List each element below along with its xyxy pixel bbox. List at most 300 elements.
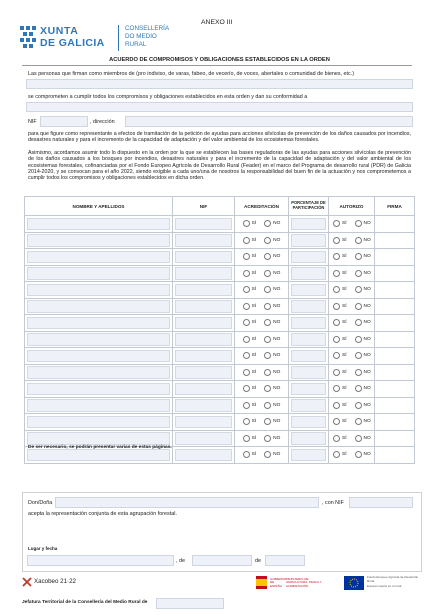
percentage-cell [289, 364, 329, 381]
radio-icon[interactable] [355, 369, 362, 376]
authorize-yes-option[interactable] [333, 288, 347, 293]
accreditation-no-option[interactable] [264, 354, 280, 359]
percentage-input[interactable] [291, 317, 326, 330]
percentage-cell [289, 232, 329, 249]
radio-icon[interactable] [333, 220, 340, 227]
spain-coat-of-arms-icon [256, 576, 267, 589]
name-cell [25, 298, 173, 315]
name-input[interactable] [27, 399, 170, 412]
accreditation-yes-option[interactable] [243, 321, 257, 326]
authorize-cell [329, 265, 375, 282]
percentage-cell [289, 447, 329, 464]
no-label: NO [273, 369, 281, 375]
radio-icon[interactable] [333, 352, 340, 359]
accreditation-no-option[interactable] [264, 453, 280, 458]
name-input[interactable] [27, 218, 170, 231]
accreditation-cell [235, 348, 289, 365]
logo-divider [118, 25, 119, 51]
accreditation-yes-option[interactable] [243, 288, 257, 293]
accreditation-yes-option[interactable] [243, 239, 257, 244]
signature-cell[interactable] [375, 430, 415, 447]
name-input[interactable] [27, 317, 170, 330]
radio-icon[interactable] [264, 418, 271, 425]
radio-icon[interactable] [264, 253, 271, 260]
name-cell [25, 265, 173, 282]
name-input[interactable] [27, 251, 170, 264]
accreditation-no-option[interactable] [264, 371, 280, 376]
percentage-input[interactable] [291, 416, 326, 429]
no-label: NO [273, 237, 281, 243]
no-label: NO [273, 270, 281, 276]
radio-icon[interactable] [264, 435, 271, 442]
radio-icon[interactable] [243, 220, 250, 227]
yes-label: SÍ [251, 402, 257, 408]
authorize-cell [329, 414, 375, 431]
nif-input[interactable] [175, 218, 232, 231]
accreditation-cell [235, 397, 289, 414]
percentage-input[interactable] [291, 399, 326, 412]
accreditation-yes-option[interactable] [243, 255, 257, 260]
radio-icon[interactable] [355, 220, 362, 227]
signature-cell[interactable] [375, 414, 415, 431]
yes-label: SÍ [251, 353, 257, 359]
percentage-input[interactable] [291, 333, 326, 346]
nif-label: NIF [28, 119, 37, 125]
radio-icon[interactable] [333, 303, 340, 310]
accreditation-yes-option[interactable] [243, 387, 257, 392]
radio-icon[interactable] [333, 270, 340, 277]
yes-label: SÍ [342, 320, 347, 326]
nif-input[interactable] [175, 251, 232, 264]
yes-label: SÍ [342, 369, 347, 375]
name-cell [25, 348, 173, 365]
yes-label: SÍ [342, 452, 347, 458]
percentage-input[interactable] [291, 251, 326, 264]
signature-cell[interactable] [375, 381, 415, 398]
yes-label: SÍ [342, 270, 347, 276]
authorize-cell [329, 430, 375, 447]
yes-label: SÍ [342, 287, 347, 293]
accreditation-no-option[interactable] [264, 272, 280, 277]
authorize-yes-option[interactable] [333, 321, 347, 326]
representative-name-field[interactable] [26, 102, 413, 112]
accreditation-yes-option[interactable] [243, 305, 257, 310]
members-table [24, 196, 415, 464]
signature-cell[interactable] [375, 447, 415, 464]
accreditation-no-option[interactable] [264, 321, 280, 326]
percentage-input[interactable] [291, 350, 326, 363]
radio-icon[interactable] [264, 336, 271, 343]
radio-icon[interactable] [264, 286, 271, 293]
radio-icon[interactable] [243, 418, 250, 425]
radio-icon[interactable] [243, 352, 250, 359]
nif-input[interactable] [175, 300, 232, 313]
radio-icon[interactable] [355, 319, 362, 326]
signature-cell[interactable] [375, 282, 415, 299]
authorize-no-option[interactable] [355, 387, 371, 392]
logo-line1: XUNTA [40, 25, 79, 37]
col-header-nif: NIF [173, 197, 235, 216]
no-label: NO [273, 254, 281, 260]
col-header-authorize: AUTORIZO [329, 197, 375, 216]
name-input[interactable] [27, 284, 170, 297]
radio-icon[interactable] [333, 336, 340, 343]
place-date-label: Lugar y fecha [28, 546, 58, 551]
nif-input[interactable] [175, 284, 232, 297]
signature-cell[interactable] [375, 249, 415, 266]
percentage-input[interactable] [291, 432, 326, 445]
radio-icon[interactable] [243, 270, 250, 277]
ministry-text: MINISTERIO DE AGRICULTURA, PESCA Y ALIMENTACIÓN [286, 577, 322, 588]
radio-icon[interactable] [243, 385, 250, 392]
annex-label: ANEXO III [201, 19, 233, 26]
name-input[interactable] [27, 432, 170, 445]
radio-icon[interactable] [333, 418, 340, 425]
nif-cell [173, 381, 235, 398]
no-label: NO [273, 221, 281, 227]
yes-label: SÍ [251, 419, 257, 425]
accreditation-no-option[interactable] [264, 239, 280, 244]
xacobeo-mark-icon [22, 577, 32, 587]
no-label: NO [273, 435, 281, 441]
name-cell [25, 315, 173, 332]
radio-icon[interactable] [355, 435, 362, 442]
accreditation-no-option[interactable] [264, 255, 280, 260]
name-cell [25, 232, 173, 249]
radio-icon[interactable] [355, 270, 362, 277]
percentage-input[interactable] [291, 366, 326, 379]
department-name [125, 25, 169, 48]
radio-icon[interactable] [355, 253, 362, 260]
authorize-yes-option[interactable] [333, 387, 347, 392]
nif-input[interactable] [175, 234, 232, 247]
signature-cell[interactable] [375, 348, 415, 365]
name-input[interactable] [27, 416, 170, 429]
no-label: NO [273, 287, 281, 293]
nif-cell [173, 430, 235, 447]
percentage-input[interactable] [291, 218, 326, 231]
yes-label: SÍ [342, 336, 347, 342]
nif-input[interactable] [175, 432, 232, 445]
yes-label: SÍ [251, 221, 257, 227]
percentage-cell [289, 298, 329, 315]
percentage-input[interactable] [291, 234, 326, 247]
accreditation-no-option[interactable] [264, 305, 280, 310]
name-input[interactable] [27, 267, 170, 280]
radio-icon[interactable] [333, 369, 340, 376]
yes-label: SÍ [251, 254, 257, 260]
accreditation-yes-option[interactable] [243, 437, 257, 442]
accreditation-yes-option[interactable] [243, 222, 257, 227]
table-row [25, 265, 415, 282]
radio-icon[interactable] [264, 385, 271, 392]
authorize-yes-option[interactable] [333, 420, 347, 425]
territorial-office-field[interactable] [156, 598, 224, 609]
authorize-no-option[interactable] [355, 453, 371, 458]
address-label: , dirección [90, 119, 115, 125]
percentage-input[interactable] [291, 284, 326, 297]
authorize-no-option[interactable] [355, 371, 371, 376]
nif-input[interactable] [175, 383, 232, 396]
table-row [25, 381, 415, 398]
no-label: NO [363, 402, 371, 408]
nif-cell [173, 315, 235, 332]
radio-icon[interactable] [243, 451, 250, 458]
percentage-cell [289, 397, 329, 414]
no-label: NO [363, 419, 371, 425]
name-input[interactable] [27, 350, 170, 363]
authorize-no-option[interactable] [355, 420, 371, 425]
radio-icon[interactable] [355, 303, 362, 310]
authorize-yes-option[interactable] [333, 453, 347, 458]
entity-name-field[interactable] [26, 79, 413, 89]
nif-input[interactable] [175, 333, 232, 346]
signature-cell[interactable] [375, 216, 415, 233]
accreditation-yes-option[interactable] [243, 371, 257, 376]
radio-icon[interactable] [264, 402, 271, 409]
radio-icon[interactable] [264, 319, 271, 326]
representative-nif-field[interactable] [349, 497, 413, 508]
accepts-text: acepta la representación conjunta de esta agrupación forestal. [28, 511, 177, 517]
yes-label: SÍ [251, 287, 257, 293]
no-label: NO [363, 336, 371, 342]
radio-icon[interactable] [264, 451, 271, 458]
authorize-yes-option[interactable] [333, 255, 347, 260]
name-cell [25, 249, 173, 266]
authorize-no-option[interactable] [355, 288, 371, 293]
accreditation-no-option[interactable] [264, 288, 280, 293]
yes-label: SÍ [342, 303, 347, 309]
year-field[interactable] [265, 555, 305, 566]
accreditation-cell [235, 216, 289, 233]
radio-icon[interactable] [333, 435, 340, 442]
con-nif-label: , con NIF [322, 500, 344, 506]
table-row [25, 298, 415, 315]
authorize-no-option[interactable] [355, 404, 371, 409]
radio-icon[interactable] [333, 319, 340, 326]
name-input[interactable] [27, 333, 170, 346]
no-label: NO [363, 353, 371, 359]
nif-input[interactable] [175, 350, 232, 363]
no-label: NO [363, 237, 371, 243]
percentage-input[interactable] [291, 300, 326, 313]
yes-label: SÍ [251, 320, 257, 326]
accreditation-no-option[interactable] [264, 420, 280, 425]
authorize-yes-option[interactable] [333, 437, 347, 442]
radio-icon[interactable] [333, 286, 340, 293]
no-label: NO [273, 336, 281, 342]
nif-input[interactable] [175, 366, 232, 379]
table-row [25, 364, 415, 381]
authorize-yes-option[interactable] [333, 305, 347, 310]
accreditation-no-option[interactable] [264, 338, 280, 343]
name-input[interactable] [27, 366, 170, 379]
table-row [25, 397, 415, 414]
nif-input[interactable] [175, 449, 232, 462]
authorize-no-option[interactable] [355, 272, 371, 277]
authorize-yes-option[interactable] [333, 338, 347, 343]
no-label: NO [273, 386, 281, 392]
percentage-input[interactable] [291, 383, 326, 396]
name-input[interactable] [27, 300, 170, 313]
name-cell [25, 216, 173, 233]
radio-icon[interactable] [243, 303, 250, 310]
col-header-accreditation: ACREDITACIÓN [235, 197, 289, 216]
no-label: NO [363, 303, 371, 309]
name-cell [25, 364, 173, 381]
nif-input[interactable] [175, 317, 232, 330]
place-field[interactable] [27, 555, 174, 566]
no-label: NO [273, 320, 281, 326]
authorize-no-option[interactable] [355, 321, 371, 326]
authorize-yes-option[interactable] [333, 272, 347, 277]
table-row [25, 348, 415, 365]
accreditation-yes-option[interactable] [243, 420, 257, 425]
accreditation-yes-option[interactable] [243, 354, 257, 359]
percentage-cell [289, 282, 329, 299]
authorize-cell [329, 364, 375, 381]
don-label: Don/Doña [28, 500, 53, 506]
authorize-yes-option[interactable] [333, 354, 347, 359]
radio-icon[interactable] [333, 451, 340, 458]
radio-icon[interactable] [355, 418, 362, 425]
radio-icon[interactable] [264, 220, 271, 227]
authorize-no-option[interactable] [355, 354, 371, 359]
radio-icon[interactable] [355, 237, 362, 244]
radio-icon[interactable] [355, 336, 362, 343]
radio-icon[interactable] [264, 237, 271, 244]
radio-icon[interactable] [333, 237, 340, 244]
no-label: NO [363, 287, 371, 293]
radio-icon[interactable] [355, 352, 362, 359]
signature-cell[interactable] [375, 331, 415, 348]
eu-invests-text: Europa invierte en el rural [367, 584, 402, 588]
signature-cell[interactable] [375, 298, 415, 315]
month-field[interactable] [192, 555, 252, 566]
table-row [25, 232, 415, 249]
yes-label: SÍ [251, 270, 257, 276]
percentage-cell [289, 348, 329, 365]
authorize-no-option[interactable] [355, 239, 371, 244]
radio-icon[interactable] [243, 336, 250, 343]
document-title: ACUERDO DE COMPROMISOS Y OBLIGACIONES ESTABLECIDOS EN LA ORDEN [109, 57, 330, 63]
nif-cell [173, 282, 235, 299]
radio-icon[interactable] [355, 385, 362, 392]
accreditation-cell [235, 315, 289, 332]
radio-icon[interactable] [355, 286, 362, 293]
name-input[interactable] [27, 383, 170, 396]
accreditation-yes-option[interactable] [243, 272, 257, 277]
radio-icon[interactable] [243, 286, 250, 293]
percentage-cell [289, 414, 329, 431]
authorize-yes-option[interactable] [333, 371, 347, 376]
percentage-cell [289, 249, 329, 266]
yes-label: SÍ [342, 419, 347, 425]
name-input[interactable] [27, 234, 170, 247]
nif-cell [173, 216, 235, 233]
radio-icon[interactable] [243, 237, 250, 244]
signature-cell[interactable] [375, 315, 415, 332]
xunta-emblem-icon [20, 26, 36, 50]
radio-icon[interactable] [243, 402, 250, 409]
address-field[interactable] [125, 116, 413, 127]
authorize-no-option[interactable] [355, 255, 371, 260]
nif-field[interactable] [40, 116, 88, 127]
no-label: NO [273, 353, 281, 359]
representative-full-name-field[interactable] [55, 497, 319, 508]
accreditation-cell [235, 265, 289, 282]
name-cell [25, 397, 173, 414]
radio-icon[interactable] [333, 385, 340, 392]
signature-cell[interactable] [375, 364, 415, 381]
radio-icon[interactable] [243, 435, 250, 442]
no-label: NO [273, 303, 281, 309]
signature-cell[interactable] [375, 232, 415, 249]
radio-icon[interactable] [355, 451, 362, 458]
accreditation-no-option[interactable] [264, 404, 280, 409]
nif-input[interactable] [175, 399, 232, 412]
authorize-no-option[interactable] [355, 338, 371, 343]
authorize-no-option[interactable] [355, 305, 371, 310]
signature-cell[interactable] [375, 265, 415, 282]
yes-label: SÍ [251, 237, 257, 243]
gov-text: GOBIERNO DE ESPAÑA [270, 577, 287, 588]
signature-cell[interactable] [375, 397, 415, 414]
no-label: NO [273, 419, 281, 425]
radio-icon[interactable] [333, 253, 340, 260]
xunta-logo [20, 24, 120, 54]
radio-icon[interactable] [264, 303, 271, 310]
radio-icon[interactable] [243, 253, 250, 260]
authorize-yes-option[interactable] [333, 239, 347, 244]
yes-label: SÍ [251, 369, 257, 375]
accreditation-no-option[interactable] [264, 387, 280, 392]
nif-input[interactable] [175, 267, 232, 280]
radio-icon[interactable] [264, 270, 271, 277]
accreditation-yes-option[interactable] [243, 453, 257, 458]
accreditation-cell [235, 232, 289, 249]
percentage-cell [289, 315, 329, 332]
authorize-no-option[interactable] [355, 437, 371, 442]
accreditation-cell [235, 414, 289, 431]
accreditation-no-option[interactable] [264, 222, 280, 227]
percentage-input[interactable] [291, 267, 326, 280]
radio-icon[interactable] [355, 402, 362, 409]
de-label-2: de [255, 558, 261, 564]
percentage-cell [289, 331, 329, 348]
no-label: NO [363, 369, 371, 375]
authorize-no-option[interactable] [355, 222, 371, 227]
name-cell [25, 381, 173, 398]
radio-icon[interactable] [264, 369, 271, 376]
yes-label: SÍ [251, 303, 257, 309]
col-header-name: NOMBRE Y APELLIDOS [25, 197, 173, 216]
radio-icon[interactable] [243, 319, 250, 326]
accreditation-yes-option[interactable] [243, 404, 257, 409]
radio-icon[interactable] [243, 369, 250, 376]
nif-input[interactable] [175, 416, 232, 429]
accreditation-yes-option[interactable] [243, 338, 257, 343]
authorize-yes-option[interactable] [333, 404, 347, 409]
radio-icon[interactable] [264, 352, 271, 359]
percentage-input[interactable] [291, 449, 326, 462]
authorize-cell [329, 298, 375, 315]
radio-icon[interactable] [333, 402, 340, 409]
xacobeo-text: Xacobeo 21·22 [34, 578, 76, 585]
authorize-yes-option[interactable] [333, 222, 347, 227]
accreditation-no-option[interactable] [264, 437, 280, 442]
authorize-cell [329, 249, 375, 266]
